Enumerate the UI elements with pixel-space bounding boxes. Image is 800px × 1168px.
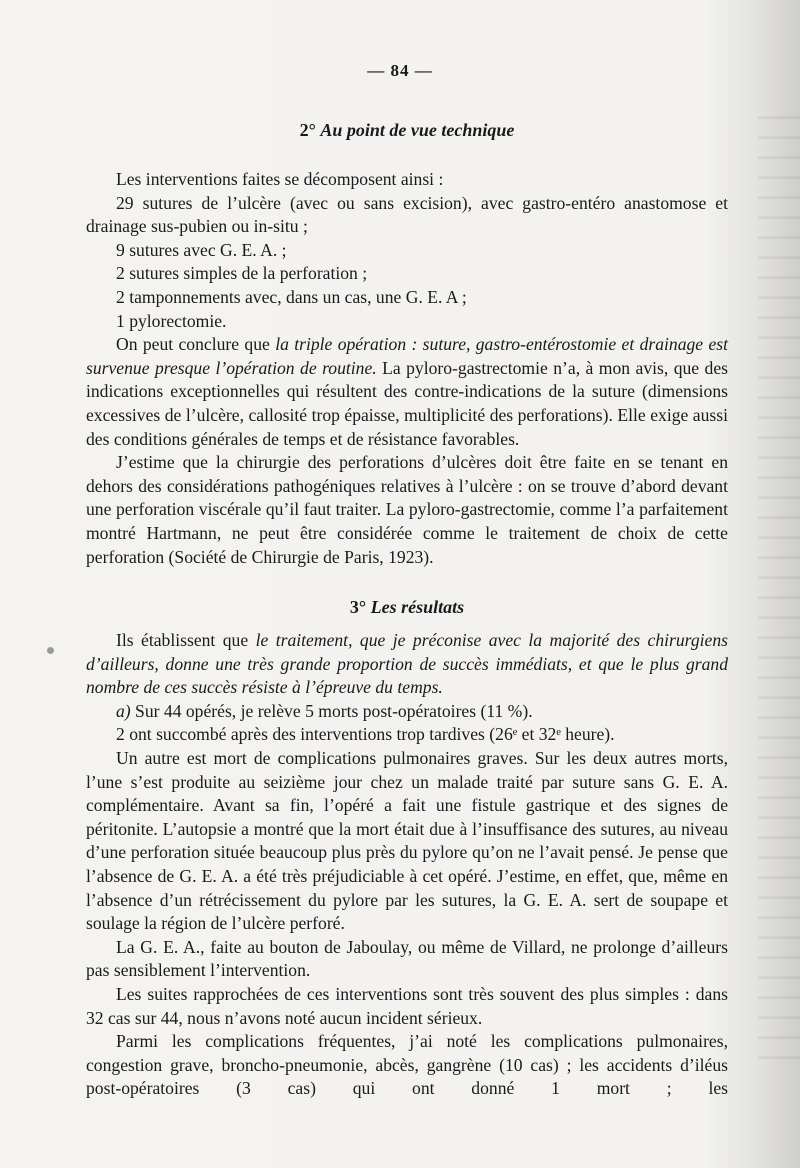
section-number: 2° — [299, 120, 316, 140]
section-number: 3° — [349, 597, 367, 618]
paragraph: Les suites rapprochées de ces interventions sont très souvent des plus simples : dans 32 cas sur 44, nous n’avons noté aucun incident sérieux. — [86, 984, 728, 1028]
paragraph-conclusion — [86, 333, 728, 451]
margin-mark — [47, 647, 54, 654]
italic-run: le traitement, que je préconise avec la majorité des chirurgiens d’ailleurs, donne une très grande proportion de succès immédiats, et que le plus grand nombre de ces succès résiste à l’épreuve du temps. — [86, 630, 728, 698]
section-title: Au point de vue technique — [320, 120, 515, 140]
list-letter: a) — [116, 700, 131, 721]
paragraph: 9 sutures avec G. E. A. ; — [116, 239, 287, 260]
bleed-through-shadow — [758, 100, 800, 1060]
page-number: — 84 — — [367, 61, 433, 80]
paragraph: Un autre est mort de complications pulmonaires graves. Sur les deux autres morts, l’une s’est produite au seizième jour chez un malade traité par suture sans G. E. A. complémentaire. Avant sa fin, l’opéré a fait une fistule gastrique et des signes de péritonite. L’autopsie a montré que la mort était due à l’insuffisance des sutures, au niveau d’une perforation située beaucoup plus près du pylore qu’on ne l’avait pensé. Je pense que l’absence de G. E. A. a été très préjudiciable à cet opéré. J’estime, en effet, que, même en l’absence d’un rétrécissement du pylore par les sutures, la G. E. A. sert de soupape et soulage la région de l’ulcère perforé. — [86, 748, 728, 934]
paragraph: La G. E. A., faite au bouton de Jaboulay, ou même de Villard, ne prolonge d’ailleurs pas sensiblement l’intervention. — [86, 936, 728, 981]
paragraph: J’estime que la chirurgie des perforations d’ulcères doit être faite en se tenant en dehors des considérations pathogéniques relatives à l’ulcère : on se trouve d’abord devant une perforation viscérale qu’il faut traiter. La pyloro-gastrectomie, comme l’a parfaitement montré Hartmann, ne peut être considérée comme le traitement de choix de cette perforation (Société de Chirurgie de Paris, 1923). — [86, 452, 728, 567]
paragraph: 2 ont succombé après des interventions trop tardives (26ᵉ et 32ᵉ heure). — [116, 724, 615, 745]
paragraph: 29 sutures de l’ulcère (avec ou sans excision), avec gastro-entéro anastomose et drainage sus-pubien ou in-situ ; — [86, 192, 728, 237]
paragraph: 2 sutures simples de la perforation ; — [116, 263, 368, 284]
paragraph: Les interventions faites se décomposent ainsi : — [116, 169, 444, 189]
text-run: La pyloro-gastrectomie n’a, à mon avis, que des indications exceptionnelles qui résultent des contre-indications de la suture (dimensions excessives de l’ulcère, callosité trop épaisse, multiplicité des perforations). Elle exige aussi des conditions générales de temps et de résistance favorables. — [86, 357, 728, 449]
section-heading-results — [86, 595, 728, 619]
section-title: Les résultats — [370, 597, 465, 618]
body-text — [86, 118, 728, 1101]
paragraph: 1 pylorectomie. — [116, 310, 227, 331]
paragraph — [86, 700, 728, 724]
paragraph-intro — [86, 629, 728, 700]
paragraph-last: Parmi les complications fréquentes, j’ai noté les complications pulmonaires, congestion grave, broncho-pneumonie, abcès, gangrène (10 cas) ; les accidents d’iléus post-opératoires (3 cas) qui ont donné 1 mort ; les — [86, 1031, 728, 1099]
text-run: Sur 44 opérés, je relève 5 morts post-opératoires (11 %). — [130, 700, 533, 721]
paragraph: 2 tamponnements avec, dans un cas, une G. E. A ; — [116, 286, 467, 307]
text-run: Ils établissent que — [116, 630, 256, 651]
italic-run: la triple opération : suture, gastro-entérostomie et drainage est survenue presque l’opération de routine. — [86, 334, 729, 378]
section-heading-technique — [86, 118, 728, 142]
text-run: On peut conclure que — [116, 334, 276, 355]
